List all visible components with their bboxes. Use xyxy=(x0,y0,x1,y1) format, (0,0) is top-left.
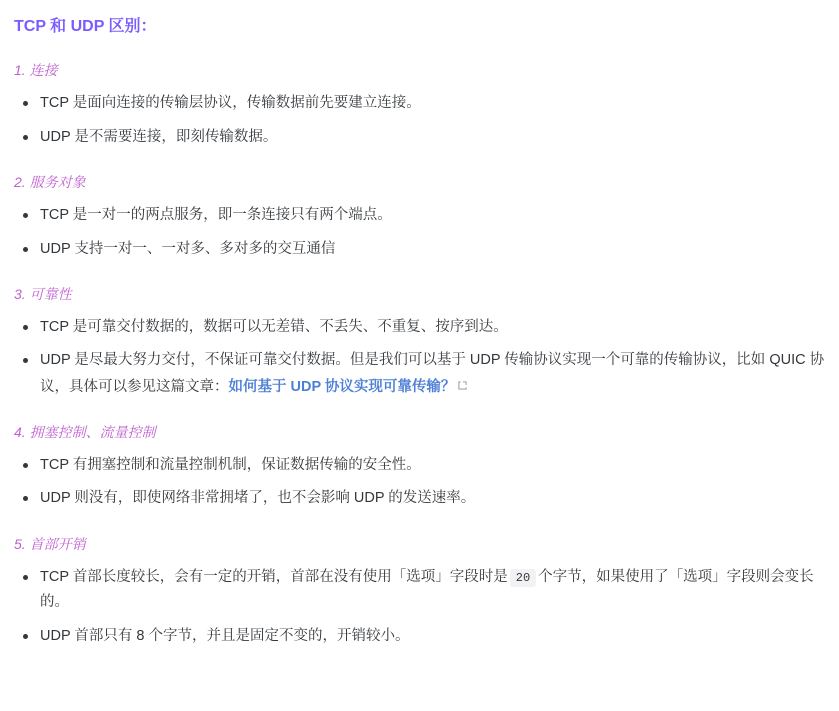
list-item-text: TCP 首部长度较长，会有一定的开销，首部在没有使用「选项」字段时是 xyxy=(40,568,508,585)
section-heading: 5. 首部开销 xyxy=(14,535,86,552)
page-title: TCP 和 UDP 区别： xyxy=(14,18,157,35)
list-item-text: UDP 支持一对一、一对多、多对多的交互通信 xyxy=(40,240,336,257)
bullet-list xyxy=(14,91,825,150)
list-item-text: TCP 有拥塞控制和流量控制机制，保证数据传输的安全性。 xyxy=(40,457,421,474)
list-item xyxy=(14,565,825,616)
section-heading: 3. 可靠性 xyxy=(14,285,72,302)
inline-code: 20 xyxy=(510,569,536,587)
section-heading: 4. 拥塞控制、流量控制 xyxy=(14,424,156,441)
section-heading: 1. 连接 xyxy=(14,62,58,79)
list-item-text: UDP 首部只有 8 个字节，并且是固定不变的，开销较小。 xyxy=(40,627,410,644)
list-item xyxy=(14,315,825,340)
document-section xyxy=(14,60,825,150)
list-item xyxy=(14,125,825,150)
list-item xyxy=(14,348,825,400)
list-item xyxy=(14,237,825,262)
list-item-text: TCP 是面向连接的传输层协议，传输数据前先要建立连接。 xyxy=(40,95,421,112)
list-item xyxy=(14,203,825,228)
external-link-icon xyxy=(458,374,467,399)
document-section xyxy=(14,284,825,400)
list-item-text: UDP 则没有，即使网络非常拥堵了，也不会影响 UDP 的发送速率。 xyxy=(40,490,476,507)
bullet-list xyxy=(14,453,825,512)
document-section xyxy=(14,534,825,649)
list-item-text: UDP 是尽最大努力交付，不保证可靠交付数据。但是我们可以基于 UDP 传输协议实现一个可靠的传输协议，比如 QUIC 协议，具体可以参见这篇文章： xyxy=(40,352,825,395)
list-item-text: UDP 是不需要连接，即刻传输数据。 xyxy=(40,128,278,145)
list-item xyxy=(14,624,825,649)
bullet-list xyxy=(14,565,825,649)
document-section xyxy=(14,422,825,512)
list-item-text: TCP 是一对一的两点服务，即一条连接只有两个端点。 xyxy=(40,207,392,224)
list-item xyxy=(14,453,825,478)
list-item xyxy=(14,486,825,511)
list-item xyxy=(14,91,825,116)
section-heading: 2. 服务对象 xyxy=(14,174,86,191)
list-item-text-suffix: 个字节，如果使用了「选项」字段则会变长的。 xyxy=(40,568,814,611)
bullet-list xyxy=(14,315,825,400)
reliable-transport-link[interactable]: 如何基于 UDP 协议实现可靠传输？ xyxy=(228,378,456,395)
list-item-text: TCP 是可靠交付数据的，数据可以无差错、不丢失、不重复、按序到达。 xyxy=(40,318,508,335)
bullet-list xyxy=(14,203,825,262)
document-section xyxy=(14,172,825,262)
